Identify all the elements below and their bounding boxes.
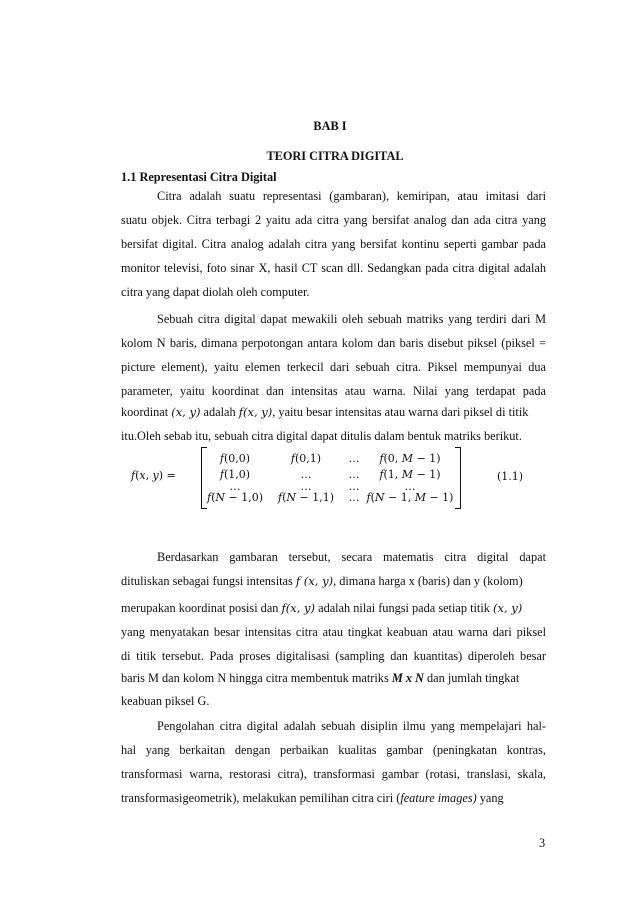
math-function: 𝑓(𝑥, 𝑦) xyxy=(281,601,316,615)
p4-line-4-text-b: yang xyxy=(476,791,504,805)
matrix-cell-r2-c2: … xyxy=(300,468,312,481)
p3-line-2-text-a: dituliskan sebagai fungsi intensitas xyxy=(121,574,296,588)
math-function: 𝑓 (𝑥, 𝑦) xyxy=(295,574,334,588)
math-coordinate: (𝑥, 𝑦) xyxy=(492,601,523,615)
matrix-cell-r2-c4: 𝑓(1, 𝑀 − 1) xyxy=(379,468,441,481)
matrix-cell-r4-c1: 𝑓(𝑁 − 1,0) xyxy=(207,491,263,504)
p2-line-5-text-c: , yaitu besar intensitas atau warna dari piksel di titik xyxy=(272,405,529,419)
matrix-cell-r2-c3: … xyxy=(348,468,360,481)
p3-line-4: yang menyatakan besar intensitas citra atau tingkat keabuan atau warna dari piksel xyxy=(121,625,546,639)
p3-line-1: Berdasarkan gambaran tersebut, secara matematis citra digital dapat xyxy=(157,550,546,564)
p3-line-3-text-a: merupakan koordinat posisi dan xyxy=(121,601,282,615)
chapter-title: TEORI CITRA DIGITAL xyxy=(266,149,404,163)
p3-line-5: di titik tersebut. Pada proses digitalisasi (sampling dan kuantitas) diperoleh besar xyxy=(121,649,546,663)
p3-line-2-text-b: , dimana harga x (baris) dan y (kolom) xyxy=(333,574,523,588)
p2-line-6: itu.Oleh sebab itu, sebuah citra digital dapat ditulis dalam bentuk matriks berikut. xyxy=(121,429,522,443)
p1-line-4: monitor televisi, foto sinar X, hasil CT scan dll. Sedangkan pada citra digital adalah xyxy=(121,261,546,275)
p3-line-2 xyxy=(121,575,546,588)
math-function: 𝑓(𝑥, 𝑦) xyxy=(238,405,273,419)
matrix-cell-r3-c2: … xyxy=(300,480,312,493)
matrix-cell-r4-c4: 𝑓(𝑁 − 1, 𝑀 − 1) xyxy=(366,491,454,504)
p4-line-2: hal yang berkaitan dengan perbaikan kualitas gambar (peningkatan kontras, xyxy=(121,743,546,757)
matrix-cell-r3-c1: … xyxy=(229,480,241,493)
matrix-cell-r2-c1: 𝑓(1,0) xyxy=(219,468,251,481)
matrix-cell-r3-c4: … xyxy=(404,480,416,493)
matrix-cell-r1-c2: 𝑓(0,1) xyxy=(290,452,322,465)
p2-line-5-text-b: adalah xyxy=(200,405,239,419)
p2-line-4: parameter, yaitu koordinat dan intensitas atau warna. Nilai yang terdapat pada xyxy=(121,384,546,398)
p3-line-6-text-b: dan jumlah tingkat xyxy=(423,671,520,685)
p1-line-3: bersifat digital. Citra analog adalah citra yang bersifat kontinu seperti gambar pada xyxy=(121,237,546,251)
section-heading: 1.1 Representasi Citra Digital xyxy=(121,170,277,184)
p2-line-1: Sebuah citra digital dapat mewakili oleh sebuah matriks yang terdiri dari M xyxy=(157,312,546,326)
equation-lhs: 𝑓(𝑥, 𝑦) = xyxy=(131,469,176,482)
p2-line-5-text-a: koordinat xyxy=(121,405,172,419)
feature-images-emphasis: feature images) xyxy=(400,791,477,805)
p4-line-4-text-a: transformasigeometrik), melakukan pemilihan citra ciri ( xyxy=(121,791,401,805)
p4-line-3: transformasi warna, restorasi citra), transformasi gambar (rotasi, translasi, skala, xyxy=(121,767,546,781)
matrix-cell-r1-c4: 𝑓(0, 𝑀 − 1) xyxy=(379,452,441,465)
chapter-label: BAB I xyxy=(313,119,347,133)
matrix-cell-r4-c2: 𝑓(𝑁 − 1,1) xyxy=(278,491,334,504)
p1-line-5: citra yang dapat diolah oleh computer. xyxy=(121,285,310,299)
equation-number: (1.1) xyxy=(497,470,524,483)
p4-line-1: Pengolahan citra digital adalah sebuah disiplin ilmu yang mempelajari hal- xyxy=(157,719,546,733)
p3-line-7: keabuan piksel G. xyxy=(121,694,210,708)
matrix-cell-r1-c3: … xyxy=(348,452,360,465)
p1-line-1: Citra adalah suatu representasi (gambaran), kemiripan, atau imitasi dari xyxy=(157,189,546,203)
matrix-size-emphasis: M x N xyxy=(391,671,424,685)
p4-line-4 xyxy=(121,792,546,804)
p3-line-6-text-a: baris M dan kolom N hingga citra membentuk matriks xyxy=(121,671,392,685)
p3-line-3-text-b: adalah nilai fungsi pada setiap titik xyxy=(315,601,493,615)
p2-line-2: kolom N baris, dimana perpotongan antara kolom dan baris disebut piksel (piksel = xyxy=(121,336,546,350)
p3-line-3 xyxy=(121,602,546,615)
matrix-cell-r3-c3: … xyxy=(348,480,360,493)
matrix-cell-r4-c3: … xyxy=(348,491,360,504)
p3-line-6 xyxy=(121,672,546,684)
p2-line-5 xyxy=(121,406,546,419)
matrix-cell-r1-c1: 𝑓(0,0) xyxy=(219,452,251,465)
page-number: 3 xyxy=(539,836,546,850)
p2-line-3: picture element), yaitu elemen terkecil dari sebuah citra. Piksel mempunyai dua xyxy=(121,360,546,374)
math-coordinate: (𝑥, 𝑦) xyxy=(171,405,201,419)
p1-line-2: suatu objek. Citra terbagi 2 yaitu ada citra yang bersifat analog dan ada citra yang xyxy=(121,213,546,227)
